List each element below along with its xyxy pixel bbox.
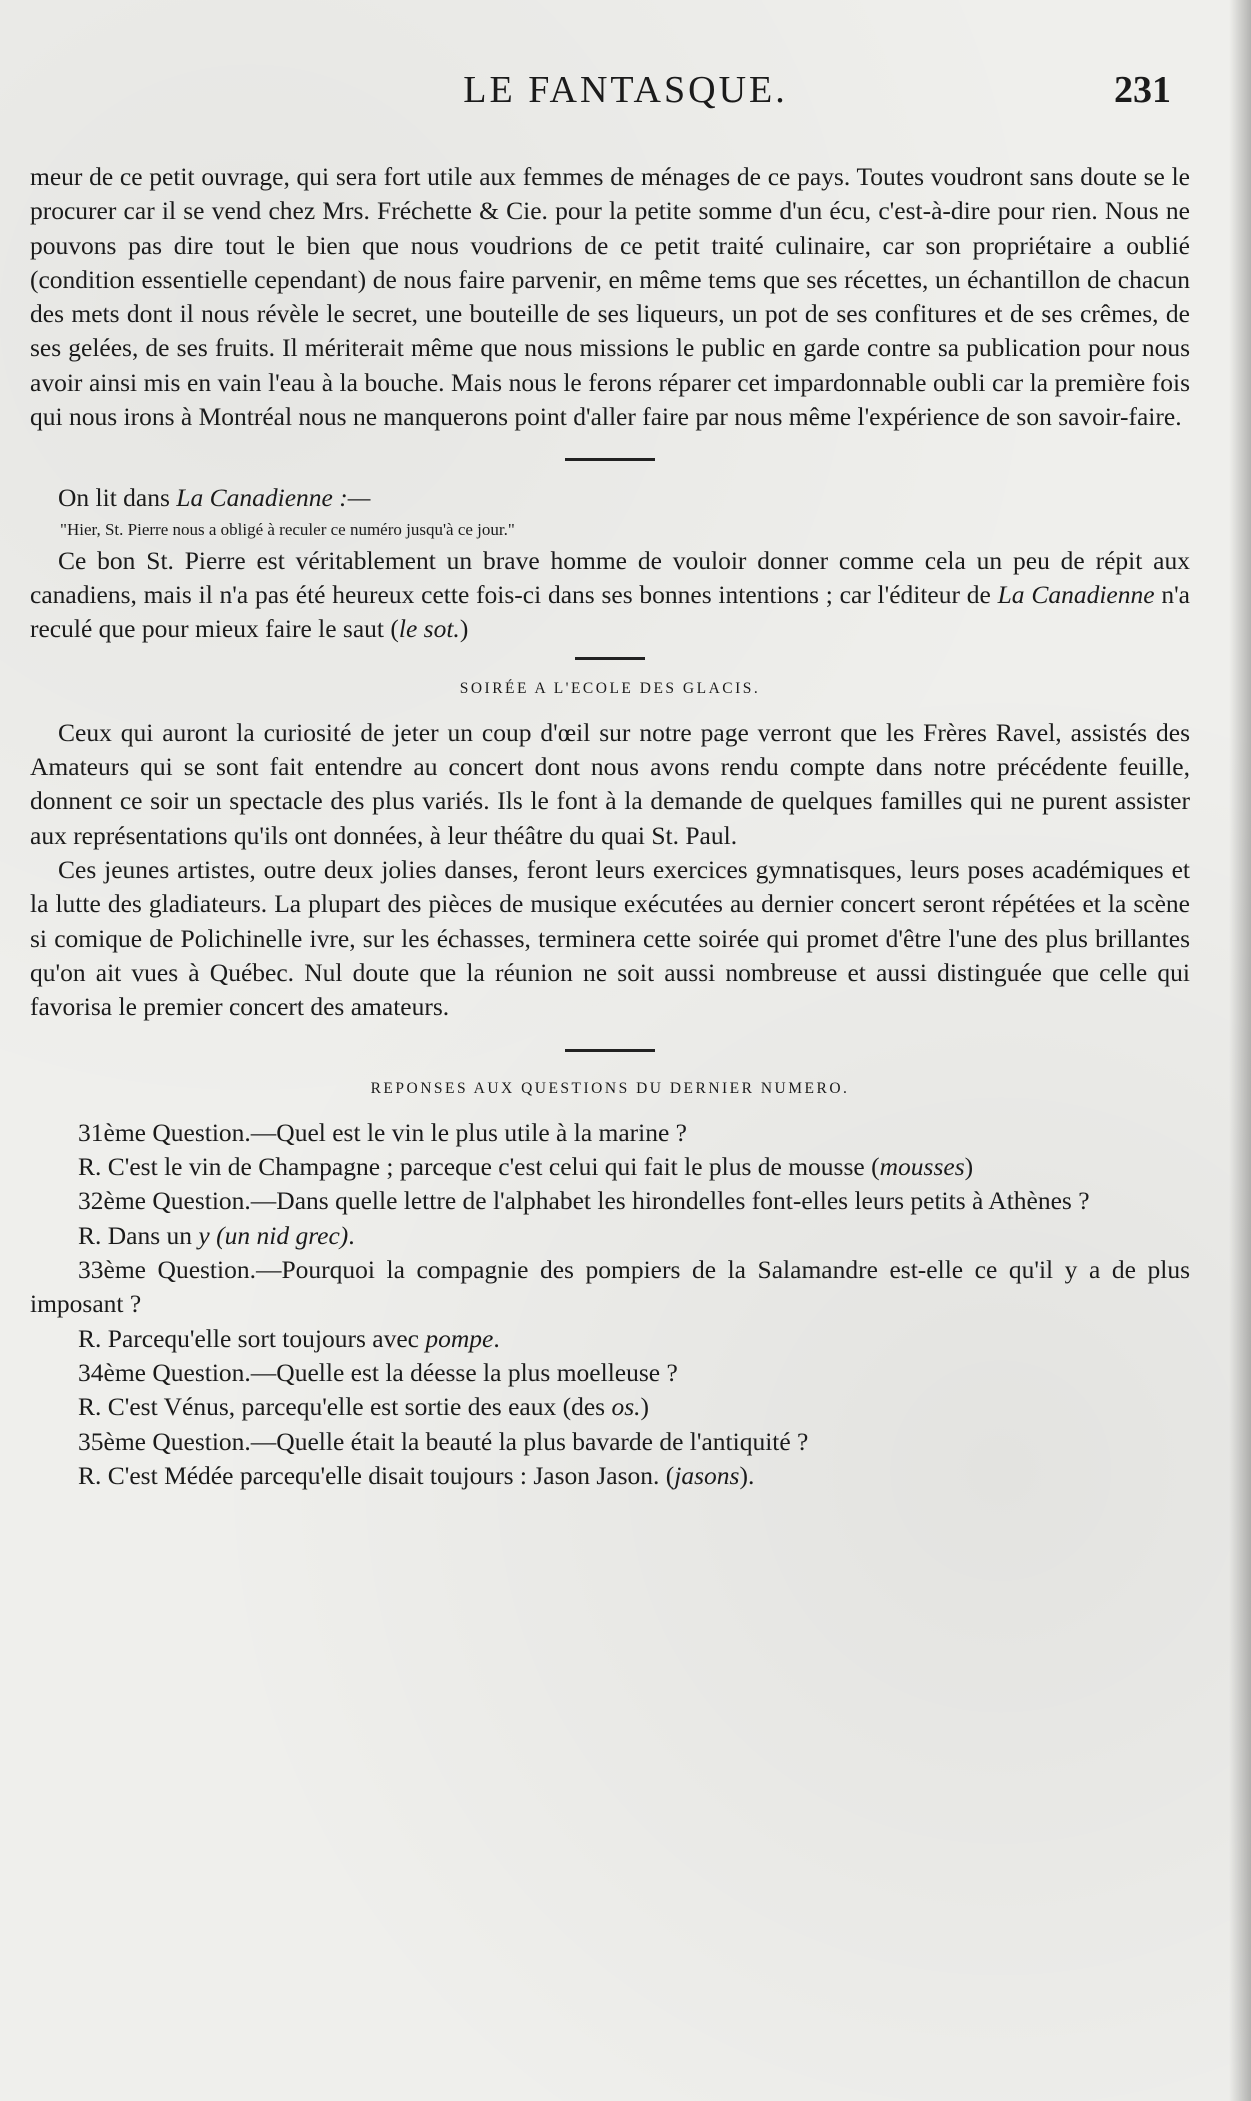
answer xyxy=(30,1459,1190,1493)
qa-item xyxy=(30,1116,1190,1185)
answer-pun: y (un nid grec) xyxy=(198,1220,349,1250)
section-divider xyxy=(565,458,655,461)
answer-end: ) xyxy=(964,1152,974,1182)
canadienne-quote: "Hier, St. Pierre nous a obligé à reculer ce numéro jusqu'à ce jour." xyxy=(60,519,515,539)
answer-end: ). xyxy=(739,1460,755,1490)
answer-end: . xyxy=(348,1220,355,1250)
answer-text: R. Dans un xyxy=(78,1220,199,1250)
answer-pun: mousses xyxy=(879,1152,965,1182)
responses-title: REPONSES AUX QUESTIONS DU DERNIER NUMERO. xyxy=(370,1079,850,1097)
answer-pun: pompe xyxy=(425,1323,494,1353)
section-divider xyxy=(575,657,645,660)
answer-text: R. C'est Vénus, parcequ'elle est sortie des eaux (des xyxy=(78,1392,612,1422)
answer-pun: jasons xyxy=(674,1460,740,1490)
question: 31ème Question.—Quel est le vin le plus utile à la marine ? xyxy=(78,1117,687,1147)
answer-end: . xyxy=(493,1323,500,1353)
question: 32ème Question.—Dans quelle lettre de l'alphabet les hirondelles font-elles leurs petits à Athènes ? xyxy=(78,1186,1090,1216)
qa-item xyxy=(30,1356,1190,1425)
question: 34ème Question.—Quelle est la déesse la plus moelleuse ? xyxy=(78,1357,678,1387)
article-body xyxy=(30,160,1190,1493)
answer xyxy=(30,1150,1190,1184)
canadienne-source: La Canadienne :— xyxy=(176,483,371,513)
canadienne-body-a: Ce bon St. Pierre est véritablement un brave homme de vouloir donner comme cela un peu de répit aux canadiens, mais il n'a pas été heureux cette fois-ci dans ses bonnes intentions ; car l'éditeur de xyxy=(30,545,1190,609)
running-head xyxy=(0,68,1251,118)
canadienne-paragraph xyxy=(30,544,1190,647)
canadienne-body-b: n'a reculé que pour mieux faire le saut ( xyxy=(30,579,1190,644)
page-number: 231 xyxy=(1114,69,1171,111)
answer-text: R. C'est le vin de Champagne ; parceque c'est celui qui fait le plus de mousse ( xyxy=(78,1152,880,1182)
canadienne-body-pun: le sot. xyxy=(398,614,460,644)
canadienne-body-c: ) xyxy=(459,614,469,644)
soiree-title: SOIRÉE A L'ECOLE DES GLACIS. xyxy=(459,679,761,697)
qa-item xyxy=(30,1253,1190,1356)
answer-pun: os. xyxy=(611,1392,641,1422)
canadienne-intro-text: On lit dans xyxy=(58,483,177,513)
qa-item xyxy=(30,1184,1190,1253)
soiree-paragraph-2: Ces jeunes artistes, outre deux jolies danses, feront leurs exercices gymnatisques, leurs poses académiques et la lutte des gladiateurs. La plupart des pièces de musique exécutées au dernier concert seront répétées et la scène si comique de Polichinelle ivre, sur les échasses, terminera cette soirée qui promet d'être l'une des plus brillantes qu'on ait vues à Québec. Nul doute que la réunion ne soit aussi nombreuse et aussi distinguée que celle qui favorisa le premier concert des amateurs. xyxy=(30,855,1190,1022)
answer xyxy=(30,1219,1190,1253)
qa-item xyxy=(30,1425,1190,1494)
answer-text: R. Parcequ'elle sort toujours avec xyxy=(78,1323,426,1353)
page-edge-shadow xyxy=(1229,0,1251,2101)
soiree-paragraph-1: Ceux qui auront la curiosité de jeter un coup d'œil sur notre page verront que les Frères Ravel, assistés des Amateurs qui se sont fait entendre au concert dont nous avons rendu compte dans notre précédente feuille, donnent ce soir un spectacle des plus variés. Ils le font à la demande de quelques familles qui ne purent assister aux représentations qu'ils ont données, à leur théâtre du quai St. Paul. xyxy=(30,717,1190,850)
answer-end: ) xyxy=(640,1392,650,1422)
answer xyxy=(30,1322,1190,1356)
canadienne-intro xyxy=(30,481,1190,515)
running-title: LE FANTASQUE. xyxy=(463,69,788,111)
continuation-paragraph: meur de ce petit ouvrage, qui sera fort utile aux femmes de ménages de ce pays. Toutes voudront sans doute se le procurer car il se vend chez Mrs. Fréchette & Cie. pour la petite somme d'un écu, c'est-à-dire pour rien. Nous ne pouvons pas dire tout le bien que nous voudrions de ce petit traité culinaire, car son propriétaire a oublié (condition essentielle cependant) de nous faire parvenir, en même tems que ses récettes, un échantillon de chacun des mets dont il nous révèle le secret, une bouteille de ses liqueurs, un pot de ses confitures et de ses crêmes, de ses gelées, de ses fruits. Il mériterait même que nous missions le public en garde contre sa publication pour nous avoir ainsi mis en vain l'eau à la bouche. Mais nous le ferons réparer cet impardonnable oubli car la première fois qui nous irons à Montréal nous ne manquerons point d'aller faire par nous même l'expérience de son savoir-faire. xyxy=(30,162,1190,432)
section-divider xyxy=(565,1049,655,1052)
question: 33ème Question.—Pourquoi la compagnie des pompiers de la Salamandre est-elle ce qu'il y a de plus imposant ? xyxy=(30,1255,1190,1319)
question: 35ème Question.—Quelle était la beauté la plus bavarde de l'antiquité ? xyxy=(78,1426,809,1456)
canadienne-body-source: La Canadienne xyxy=(997,579,1155,609)
answer-text: R. C'est Médée parcequ'elle disait toujours : Jason Jason. ( xyxy=(78,1460,675,1490)
answer xyxy=(30,1390,1190,1424)
